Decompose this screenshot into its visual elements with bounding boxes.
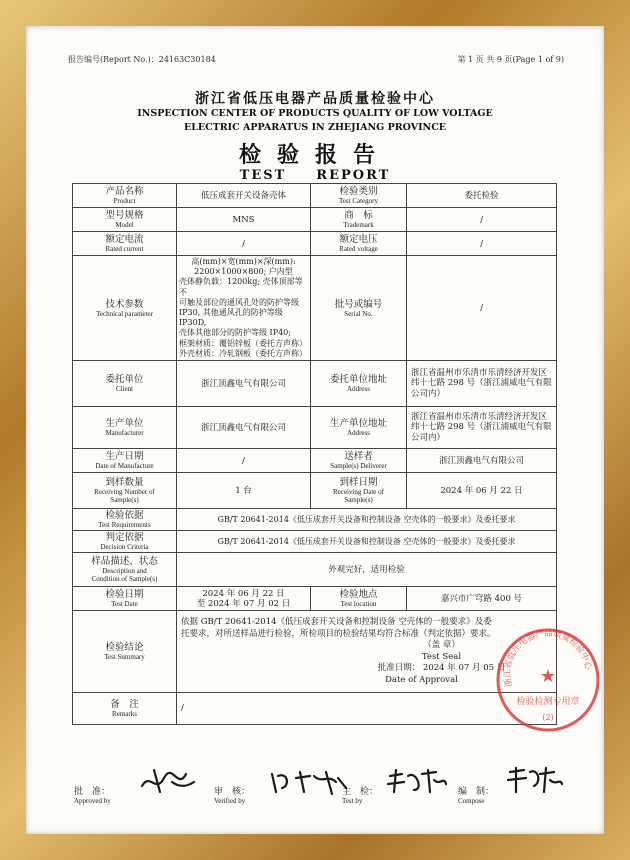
client-address-value: 浙江省温州市乐清市乐清经济开发区纬十七路 298 号（浙江浦威电气有限公司内） xyxy=(407,361,557,407)
table-row: 判定依据 Decision Criteria GB/T 20641-2014《低压成套开关设备和控制设备 空壳体的一般要求》及委托要求 xyxy=(73,531,557,553)
table-row: 额定电流 Rated current / 额定电压 Rated voltage / xyxy=(73,232,557,256)
table-row: 型号规格 Model MNS 商 标 Trademark / xyxy=(73,208,557,232)
manufacturer-value: 浙江顶鑫电气有限公司 xyxy=(177,407,311,449)
table-row: 技术参数 Technical parameter 高(mm)×宽(mm)×深(mm): 2200×1000×800; 户内型 壳体静负载：1200kg; 壳体顶部等不 可触及部位的通风孔处的防护等级 IP30, 其他通风孔的防护等级 IP30D, 壳体其他部分的防护等级 IP40; 框架材质：覆铝锌板（委托方声称） 外壳材质：冷轧钢板（委托方声称） 批号或编号 Serial No. / xyxy=(73,256,557,361)
composed-by: 编 制： Compose xyxy=(458,787,495,805)
product-value: 低压成套开关设备壳体 xyxy=(177,184,311,208)
approved-by: 批 准： Approved by xyxy=(74,787,111,805)
svg-text:浙江省低压电器产品质量检验中心: 浙江省低压电器产品质量检验中心 xyxy=(502,628,593,688)
table-row: 产品名称 Product 低压成套开关设备壳体 检验类别 Test Category 委托检验 xyxy=(73,184,557,208)
current-value: / xyxy=(177,232,311,256)
report-table xyxy=(72,183,557,725)
tested-by: 主 检： Test by xyxy=(342,787,379,805)
svg-text:(2): (2) xyxy=(542,713,554,722)
voltage-value: / xyxy=(407,232,557,256)
trademark-value: / xyxy=(407,208,557,232)
svg-text:检验检测专用章: 检验检测专用章 xyxy=(516,697,580,707)
report-paper xyxy=(26,26,604,834)
report-title-cn: 检验报告 xyxy=(238,142,391,168)
verified-by: 审 核： Verified by xyxy=(214,787,251,805)
test-location-value: 嘉兴市广穹路 400 号 xyxy=(407,587,557,611)
page-number: 第 1 页 共 9 页(Page 1 of 9) xyxy=(457,55,564,64)
table-row: 生产单位 Manufacturer 浙江顶鑫电气有限公司 生产单位地址 Address 浙江省温州市乐清市乐清经济开发区纬十七路 298 号（浙江浦威电气有限公司内） xyxy=(73,407,557,449)
category-value: 委托检验 xyxy=(407,184,557,208)
table-row: 委托单位 Client 浙江顶鑫电气有限公司 委托单位地址 Address 浙江省温州市乐清市乐清经济开发区纬十七路 298 号（浙江浦威电气有限公司内） xyxy=(73,361,557,407)
remarks-value: / xyxy=(177,693,557,725)
svg-text:★: ★ xyxy=(539,666,557,687)
table-row: 检验日期 Test Date 2024 年 06 月 22 日 至 2024 年 07 月 02 日 检验地点 Test location 嘉兴市广穹路 400 号 xyxy=(73,587,557,611)
table-row: 样品描述、状态 Description and Condition of Sample(s) 外观完好，适用检验 xyxy=(73,553,557,587)
table-row: 到样数量 Receiving Number of Sample(s) 1 台 到样日期 Receiving Date of Sample(s) 2024 年 06 月 22 日 xyxy=(73,473,557,509)
client-value: 浙江顶鑫电气有限公司 xyxy=(177,361,311,407)
verifier-signature xyxy=(266,766,350,796)
report-title-en: TEST REPORT xyxy=(239,168,391,183)
manufacture-date-value: / xyxy=(177,449,311,473)
table-row: 生产日期 Date of Manufacture / 送样者 Sample(s) Deliverer 浙江顶鑫电气有限公司 xyxy=(73,449,557,473)
issuer-title-en-1: INSPECTION CENTER OF PRODUCTS QUALITY OF LOW VOLTAGE xyxy=(137,108,493,119)
approver-signature xyxy=(136,764,200,798)
technical-parameters: 高(mm)×宽(mm)×深(mm): 2200×1000×800; 户内型 壳体静负载：1200kg; 壳体顶部等不 可触及部位的通风孔处的防护等级 IP30, 其他通风孔的防护等级 IP30D, 壳体其他部分的防护等级 IP40; 框架材质：覆铝锌板（委托方声称） 外壳材质：冷轧钢板（委托方声称） xyxy=(177,256,311,361)
composer-signature xyxy=(504,764,564,796)
test-summary-value: 依据 GB/T 20641-2014《低压成套开关设备和控制设备 空壳体的一般要求》及委 托要求，对所送样品进行检验，所检项目的检验结果均符合标准（判定依据）要求。 （盖 章） Test Seal 批准日期： 2024 年 07 月 05 日 Date of Approval xyxy=(177,611,557,693)
manufacturer-address-value: 浙江省温州市乐清市乐清经济开发区纬十七路 298 号（浙江浦威电气有限公司内） xyxy=(407,407,557,449)
report-number: 报告编号(Report No.)：24163C30184 xyxy=(68,55,216,64)
serial-value: / xyxy=(407,256,557,361)
test-requirements-value: GB/T 20641-2014《低压成套开关设备和控制设备 空壳体的一般要求》及委托要求 xyxy=(177,509,557,531)
issuer-title-cn: 浙江省低压电器产品质量检验中心 xyxy=(195,91,435,107)
test-date-value: 2024 年 06 月 22 日 至 2024 年 07 月 02 日 xyxy=(177,587,311,611)
table-row: 检验依据 Test Requirements GB/T 20641-2014《低压成套开关设备和控制设备 空壳体的一般要求》及委托要求 xyxy=(73,509,557,531)
decision-criteria-value: GB/T 20641-2014《低压成套开关设备和控制设备 空壳体的一般要求》及委托要求 xyxy=(177,531,557,553)
issuer-title-en-2: ELECTRIC APPARATUS IN ZHEJIANG PROVINCE xyxy=(183,122,447,133)
deliverer-value: 浙江顶鑫电气有限公司 xyxy=(407,449,557,473)
sample-quantity-value: 1 台 xyxy=(177,473,311,509)
receiving-date-value: 2024 年 06 月 22 日 xyxy=(407,473,557,509)
table-row: 备 注 Remarks / xyxy=(73,693,557,725)
tester-signature xyxy=(384,766,450,796)
model-value: MNS xyxy=(177,208,311,232)
table-row: 检验结论 Test Summary 依据 GB/T 20641-2014《低压成套开关设备和控制设备 空壳体的一般要求》及委 托要求，对所送样品进行检验，所检项目的检验结果均符合标准（判定依据）要求。 （盖 章） Test Seal 批准日期： 2024 年 07 月 05 日 Date of Approval xyxy=(73,611,557,693)
sample-description-value: 外观完好，适用检验 xyxy=(177,553,557,587)
